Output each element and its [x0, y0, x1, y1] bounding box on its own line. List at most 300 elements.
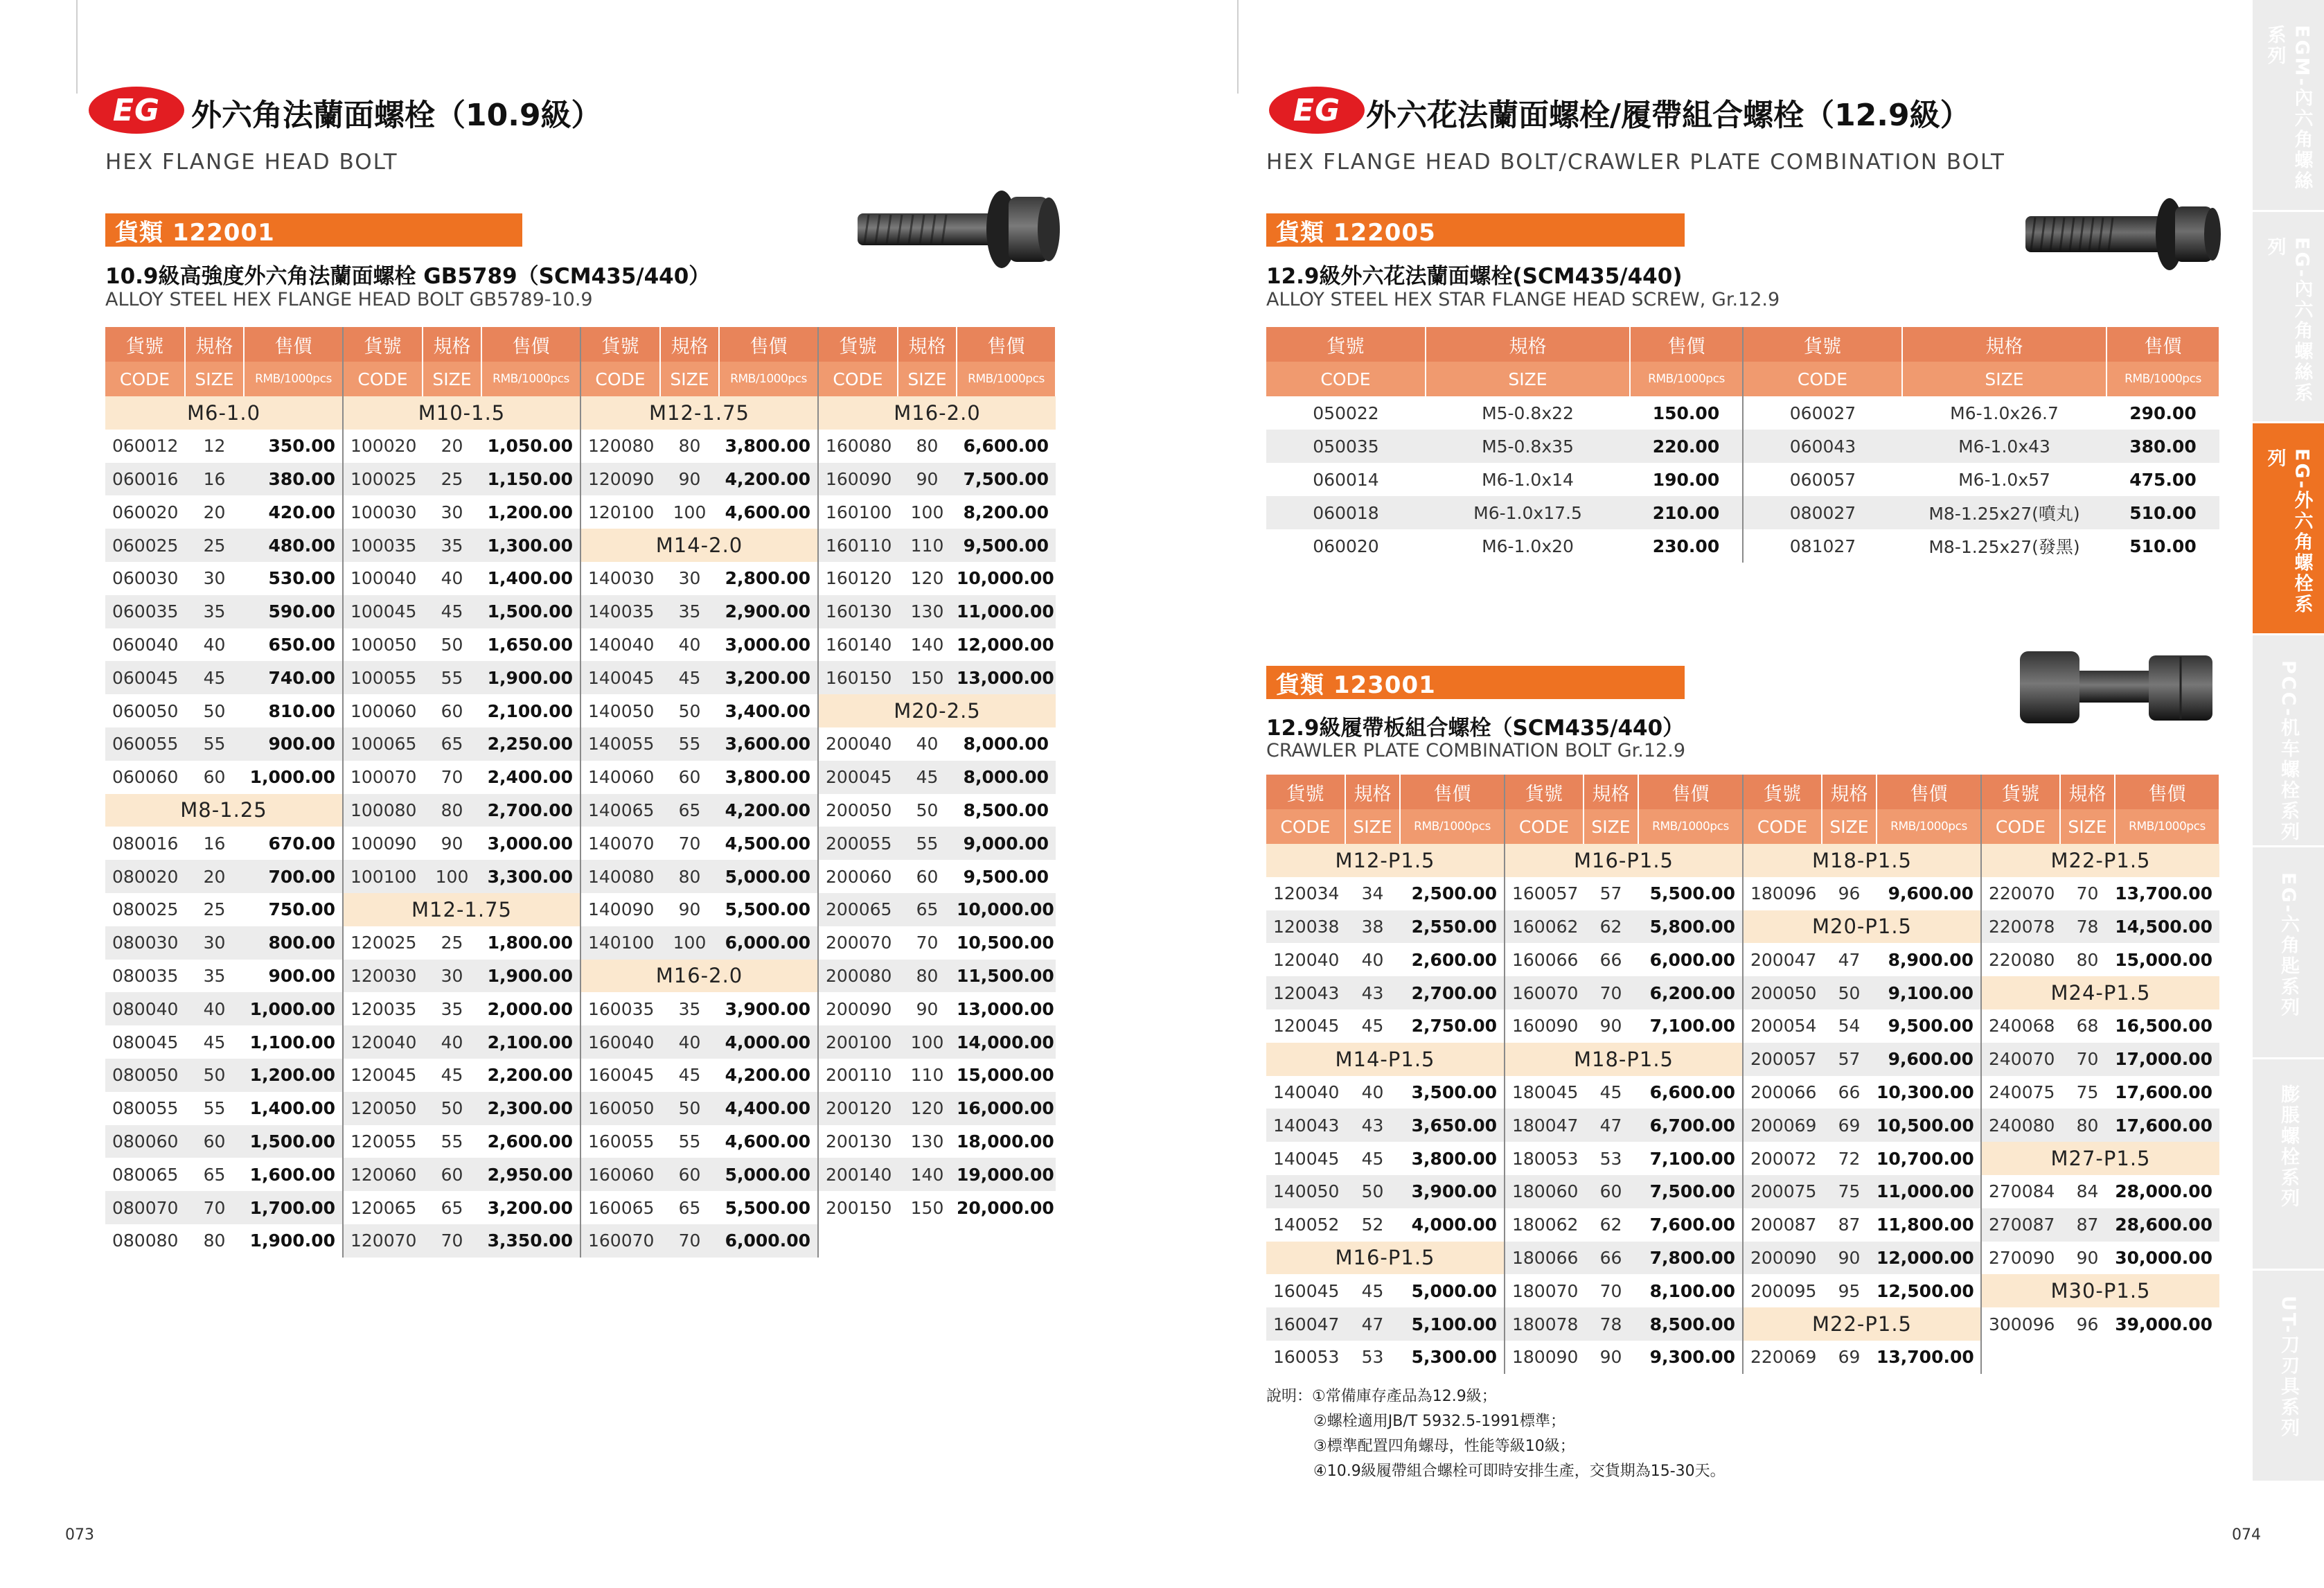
table-row [1266, 529, 2219, 563]
notes [1266, 1384, 1726, 1484]
category-bar-122005: 貨類 122005 [1266, 213, 1685, 247]
item-size: 90 [1584, 1341, 1638, 1374]
item-code: 060025 [105, 529, 185, 562]
series-sidebar [2253, 0, 2324, 1483]
item-code: 100035 [343, 529, 423, 562]
item-code: 120070 [343, 1224, 423, 1258]
item-code: 200140 [818, 1158, 898, 1191]
item-code: 200040 [818, 727, 898, 761]
item-size: 50 [660, 1092, 719, 1125]
item-price: 2,800.00 [719, 562, 818, 595]
item-code: 160066 [1505, 943, 1584, 976]
item-price: 230.00 [1630, 529, 1743, 563]
item-size: M6-1.0x26.7 [1902, 396, 2106, 430]
item-price: 590.00 [244, 595, 343, 628]
item-size: 69 [1822, 1109, 1877, 1142]
sidebar-tab-6[interactable] [2253, 1059, 2324, 1271]
header-code-cn: 貨號 [1981, 775, 2060, 809]
item-size: 80 [660, 430, 719, 463]
item-price: 3,800.00 [719, 761, 818, 794]
item-price: 1,000.00 [244, 992, 343, 1025]
item-code: 200150 [818, 1191, 898, 1224]
item-price: 9,600.00 [1877, 877, 1981, 910]
item-size: 110 [898, 1059, 957, 1092]
header-row-en [1266, 809, 2219, 844]
item-price: 9,500.00 [957, 529, 1056, 562]
item-price: 7,500.00 [1638, 1175, 1743, 1208]
header-code-en: CODE [1981, 809, 2060, 844]
item-code: 200130 [818, 1125, 898, 1158]
item-price: 510.00 [2106, 496, 2219, 529]
item-code: 140050 [1266, 1175, 1345, 1208]
item-code: 120045 [1266, 1009, 1345, 1043]
size-group-header: M12-P1.5 [1266, 844, 1505, 877]
header-price-cn: 售價 [1400, 775, 1505, 809]
item-price: 2,100.00 [481, 1025, 580, 1059]
item-code: 080045 [105, 1025, 185, 1059]
item-code: 100030 [343, 495, 423, 529]
item-size: 40 [660, 628, 719, 662]
header-price-cn: 售價 [481, 327, 580, 362]
item-size: M6-1.0x14 [1426, 463, 1630, 496]
item-code: 060045 [105, 661, 185, 694]
item-price: 11,000.00 [1877, 1175, 1981, 1208]
header-code-cn: 貨號 [818, 327, 898, 362]
item-price: 2,300.00 [481, 1092, 580, 1125]
item-code: 160035 [580, 992, 660, 1025]
item-size: 54 [1822, 1009, 1877, 1043]
header-unit: RMB/1000pcs [1877, 809, 1981, 844]
table-row [105, 893, 1056, 926]
item-code: 100100 [343, 860, 423, 893]
header-size-cn: 規格 [898, 327, 957, 362]
table-row [1266, 1307, 2219, 1341]
header-code-en: CODE [1266, 809, 1345, 844]
table-row [105, 794, 1056, 827]
item-code: 140040 [1266, 1076, 1345, 1109]
item-price: 510.00 [2106, 529, 2219, 563]
item-code: 200054 [1743, 1009, 1822, 1043]
header-size-en: SIZE [423, 362, 481, 396]
item-size: 110 [898, 529, 957, 562]
item-price: 1,400.00 [244, 1092, 343, 1125]
item-price: 750.00 [244, 893, 343, 926]
item-size: 65 [660, 794, 719, 827]
item-price: 10,700.00 [1877, 1142, 1981, 1175]
item-size: 60 [185, 761, 244, 794]
header-size-en: SIZE [1822, 809, 1877, 844]
item-code: 140045 [580, 661, 660, 694]
header-price-cn: 售價 [1877, 775, 1981, 809]
table-row [1266, 1208, 2219, 1242]
size-group-header: M20-P1.5 [1743, 910, 1981, 944]
item-code: 270084 [1981, 1175, 2060, 1208]
header-size-en: SIZE [660, 362, 719, 396]
item-price: 10,500.00 [957, 926, 1056, 960]
item-code: 120040 [1266, 943, 1345, 976]
header-size-cn: 規格 [1345, 775, 1400, 809]
header-price-cn: 售價 [244, 327, 343, 362]
sidebar-tab-label: EG-六角匙系列 [2278, 872, 2299, 1018]
item-code: 300096 [1981, 1307, 2060, 1341]
sidebar-tab-2[interactable] [2253, 212, 2324, 424]
table-row [105, 1191, 1056, 1224]
item-code: 120034 [1266, 877, 1345, 910]
item-code: 200045 [818, 761, 898, 794]
item-size: M6-1.0x17.5 [1426, 496, 1630, 529]
item-size: 66 [1584, 943, 1638, 976]
item-price: 3,800.00 [719, 430, 818, 463]
item-price: 8,900.00 [1877, 943, 1981, 976]
item-code: 160045 [580, 1059, 660, 1092]
item-price: 3,200.00 [481, 1191, 580, 1224]
item-price: 1,050.00 [481, 430, 580, 463]
item-size: 140 [898, 628, 957, 662]
table-123001 [1266, 775, 2220, 1374]
item-code: 120035 [343, 992, 423, 1025]
item-code: 140065 [580, 794, 660, 827]
item-price: 2,000.00 [481, 992, 580, 1025]
item-size: 50 [660, 694, 719, 727]
item-size: 96 [1822, 877, 1877, 910]
item-size: 47 [1822, 943, 1877, 976]
item-price: 5,500.00 [719, 1191, 818, 1224]
item-price: 1,300.00 [481, 529, 580, 562]
item-price: 3,500.00 [1400, 1076, 1505, 1109]
item-price: 6,600.00 [1638, 1076, 1743, 1109]
item-code: 120043 [1266, 976, 1345, 1009]
item-size: 150 [898, 1191, 957, 1224]
item-size: 45 [1584, 1076, 1638, 1109]
header-price-cn: 售價 [2106, 327, 2219, 362]
item-price: 3,650.00 [1400, 1109, 1505, 1142]
size-group-header: M20-2.5 [818, 694, 1056, 727]
item-code: 050022 [1266, 396, 1426, 430]
sidebar-tab-label: EG-內六角螺絲系列 [2264, 236, 2313, 404]
item-size: 84 [2060, 1175, 2115, 1208]
item-price: 4,600.00 [719, 495, 818, 529]
page-number-left: 073 [65, 1526, 94, 1544]
item-code: 220078 [1981, 910, 2060, 944]
header-unit: RMB/1000pcs [1400, 809, 1505, 844]
product-desc-cn-123001: 12.9級履帶板組合螺栓（SCM435/440） [1266, 716, 1685, 741]
item-price: 15,000.00 [2115, 943, 2219, 976]
item-size: 43 [1345, 1109, 1400, 1142]
table-row [105, 926, 1056, 960]
header-unit: RMB/1000pcs [2115, 809, 2219, 844]
item-code: 060040 [105, 628, 185, 662]
table-row [105, 1125, 1056, 1158]
table-row [105, 495, 1056, 529]
item-code: 160090 [818, 463, 898, 496]
item-price: 9,000.00 [957, 827, 1056, 860]
item-code: 140050 [580, 694, 660, 727]
item-size: 100 [660, 495, 719, 529]
item-size: 62 [1584, 1208, 1638, 1242]
item-size: 30 [185, 926, 244, 960]
item-code: 060012 [105, 430, 185, 463]
item-price: 4,000.00 [719, 1025, 818, 1059]
item-code: 200070 [818, 926, 898, 960]
table-row [105, 562, 1056, 595]
item-size: 100 [423, 860, 481, 893]
item-size: 100 [660, 926, 719, 960]
item-code: 180070 [1505, 1274, 1584, 1307]
item-price: 3,000.00 [719, 628, 818, 662]
item-price: 12,000.00 [957, 628, 1056, 662]
item-price: 13,000.00 [957, 661, 1056, 694]
item-code: 080070 [105, 1191, 185, 1224]
item-price: 530.00 [244, 562, 343, 595]
item-price: 2,100.00 [481, 694, 580, 727]
item-size: 80 [898, 960, 957, 993]
item-price: 1,650.00 [481, 628, 580, 662]
item-size: 80 [185, 1224, 244, 1258]
header-size-en: SIZE [1426, 362, 1630, 396]
item-size: 87 [1822, 1208, 1877, 1242]
sidebar-tab-1[interactable] [2253, 0, 2324, 212]
item-size: 16 [185, 827, 244, 860]
item-price: 1,900.00 [244, 1224, 343, 1258]
item-size: 70 [423, 1224, 481, 1258]
item-code: 120050 [343, 1092, 423, 1125]
item-size: 12 [185, 430, 244, 463]
item-price: 10,000.00 [957, 562, 1056, 595]
item-code: 120045 [343, 1059, 423, 1092]
header-code-en: CODE [818, 362, 898, 396]
item-code: 270090 [1981, 1242, 2060, 1275]
size-group-header: M22-P1.5 [1981, 844, 2219, 877]
item-code: 200072 [1743, 1142, 1822, 1175]
table-row [105, 661, 1056, 694]
item-size: 40 [898, 727, 957, 761]
item-size: 70 [660, 1224, 719, 1258]
item-price: 9,500.00 [1877, 1009, 1981, 1043]
item-size: 55 [185, 727, 244, 761]
item-code: 100060 [343, 694, 423, 727]
item-price: 6,000.00 [719, 926, 818, 960]
header-size-en: SIZE [2060, 809, 2115, 844]
item-size: 57 [1584, 877, 1638, 910]
item-price: 7,600.00 [1638, 1208, 1743, 1242]
sidebar-tab-3[interactable] [2253, 423, 2324, 635]
item-price: 475.00 [2106, 463, 2219, 496]
item-price: 11,000.00 [957, 595, 1056, 628]
item-code: 200090 [818, 992, 898, 1025]
right-page-subtitle: HEX FLANGE HEAD BOLT/CRAWLER PLATE COMBINATION BOLT [1266, 150, 2005, 175]
item-price: 210.00 [1630, 496, 1743, 529]
item-code: 120100 [580, 495, 660, 529]
item-price: 1,200.00 [244, 1059, 343, 1092]
item-price: 8,100.00 [1638, 1274, 1743, 1307]
item-code: 120060 [343, 1158, 423, 1191]
header-size-cn: 規格 [660, 327, 719, 362]
size-group-header: M14-2.0 [580, 529, 818, 562]
sidebar-tab-label: EGM-內六角螺絲系列 [2264, 25, 2313, 192]
table-row [1266, 943, 2219, 976]
header-price-cn: 售價 [2115, 775, 2219, 809]
item-code: 060027 [1743, 396, 1902, 430]
item-size: 75 [1822, 1175, 1877, 1208]
item-price: 2,200.00 [481, 1059, 580, 1092]
item-price: 30,000.00 [2115, 1242, 2219, 1275]
item-size: 25 [185, 529, 244, 562]
table-row [1266, 1043, 2219, 1076]
item-code: 100020 [343, 430, 423, 463]
item-size: 40 [423, 562, 481, 595]
item-size: 47 [1584, 1109, 1638, 1142]
item-code: 200090 [1743, 1242, 1822, 1275]
item-size: 40 [185, 992, 244, 1025]
item-price: 2,550.00 [1400, 910, 1505, 944]
header-row-cn [105, 327, 1056, 362]
table-row [105, 529, 1056, 562]
header-size-cn: 規格 [1426, 327, 1630, 362]
table-row [105, 628, 1056, 662]
item-size: 55 [898, 827, 957, 860]
item-price: 8,500.00 [957, 794, 1056, 827]
item-code: 120025 [343, 926, 423, 960]
item-code: 080030 [105, 926, 185, 960]
item-price: 20,000.00 [957, 1191, 1056, 1224]
item-price: 800.00 [244, 926, 343, 960]
item-size: 43 [1345, 976, 1400, 1009]
size-group-header: M16-P1.5 [1266, 1242, 1505, 1275]
item-code: 200050 [1743, 976, 1822, 1009]
item-size: 35 [185, 595, 244, 628]
item-price: 13,700.00 [2115, 877, 2219, 910]
item-code: 240068 [1981, 1009, 2060, 1043]
size-group-header: M18-P1.5 [1743, 844, 1981, 877]
item-code: 120040 [343, 1025, 423, 1059]
item-price: 6,000.00 [1638, 943, 1743, 976]
table-row [1266, 496, 2219, 529]
item-size: 25 [423, 463, 481, 496]
item-code: 140045 [1266, 1142, 1345, 1175]
item-price: 810.00 [244, 694, 343, 727]
item-size: 65 [185, 1158, 244, 1191]
item-size: 62 [1584, 910, 1638, 944]
item-code: 140035 [580, 595, 660, 628]
header-unit: RMB/1000pcs [2106, 362, 2219, 396]
header-size-en: SIZE [898, 362, 957, 396]
item-price: 15,000.00 [957, 1059, 1056, 1092]
item-size: 100 [898, 495, 957, 529]
item-code: 160057 [1505, 877, 1584, 910]
table-row [105, 761, 1056, 794]
item-code: 100025 [343, 463, 423, 496]
item-code: 080080 [105, 1224, 185, 1258]
item-code: 200095 [1743, 1274, 1822, 1307]
item-size: 20 [185, 495, 244, 529]
item-size: 87 [2060, 1208, 2115, 1242]
item-size: 80 [2060, 943, 2115, 976]
product-desc-cn-122005: 12.9級外六花法蘭面螺栓(SCM435/440) [1266, 264, 1683, 289]
item-size: 60 [660, 1158, 719, 1191]
item-size: 70 [423, 761, 481, 794]
item-code: 160070 [580, 1224, 660, 1258]
item-size: 120 [898, 562, 957, 595]
item-price: 670.00 [244, 827, 343, 860]
item-size: 55 [423, 661, 481, 694]
hex-star-flange-bolt-photo [2021, 195, 2224, 273]
header-size-cn: 規格 [1584, 775, 1638, 809]
item-code: 080016 [105, 827, 185, 860]
item-size: 50 [423, 1092, 481, 1125]
item-price: 7,800.00 [1638, 1242, 1743, 1275]
size-group-header: M12-1.75 [580, 396, 818, 430]
item-price: 5,500.00 [1638, 877, 1743, 910]
item-price: 190.00 [1630, 463, 1743, 496]
item-size: 45 [660, 1059, 719, 1092]
sidebar-tab-5[interactable] [2253, 847, 2324, 1059]
sidebar-tab-7[interactable] [2253, 1271, 2324, 1483]
item-price: 17,600.00 [2115, 1109, 2219, 1142]
item-code: 160100 [818, 495, 898, 529]
item-price: 12,500.00 [1877, 1274, 1981, 1307]
item-price: 3,200.00 [719, 661, 818, 694]
item-price: 6,700.00 [1638, 1109, 1743, 1142]
item-size: 50 [185, 1059, 244, 1092]
item-size: 120 [898, 1092, 957, 1125]
item-code: 080020 [105, 860, 185, 893]
header-size-en: SIZE [185, 362, 244, 396]
item-size: 55 [423, 1125, 481, 1158]
item-price: 8,500.00 [1638, 1307, 1743, 1341]
item-price: 6,600.00 [957, 430, 1056, 463]
header-size-cn: 規格 [1822, 775, 1877, 809]
item-code: 100050 [343, 628, 423, 662]
header-price-cn: 售價 [1638, 775, 1743, 809]
item-price: 11,500.00 [957, 960, 1056, 993]
header-price-cn: 售價 [957, 327, 1056, 362]
item-price: 150.00 [1630, 396, 1743, 430]
header-unit: RMB/1000pcs [719, 362, 818, 396]
item-size: 68 [2060, 1009, 2115, 1043]
item-size: 80 [2060, 1109, 2115, 1142]
size-group-header: M18-P1.5 [1505, 1043, 1743, 1076]
size-group-header: M24-P1.5 [1981, 976, 2219, 1009]
table-row [1266, 430, 2219, 463]
item-size: 90 [898, 463, 957, 496]
item-size: 35 [660, 595, 719, 628]
empty-cell [2060, 1341, 2115, 1374]
sidebar-tab-4[interactable] [2253, 635, 2324, 847]
item-code: 060057 [1743, 463, 1902, 496]
item-price: 10,000.00 [957, 893, 1056, 926]
item-code: 160150 [818, 661, 898, 694]
header-size-en: SIZE [1345, 809, 1400, 844]
item-price: 4,200.00 [719, 794, 818, 827]
item-code: 180090 [1505, 1341, 1584, 1374]
item-code: 220069 [1743, 1341, 1822, 1374]
item-price: 9,100.00 [1877, 976, 1981, 1009]
item-code: 200069 [1743, 1109, 1822, 1142]
item-price: 1,400.00 [481, 562, 580, 595]
item-code: 060035 [105, 595, 185, 628]
item-size: 70 [2060, 1043, 2115, 1076]
product-desc-cn-122001: 10.9級高強度外六角法蘭面螺栓 GB5789（SCM435/440） [105, 264, 711, 289]
item-size: M6-1.0x43 [1902, 430, 2106, 463]
header-row-en [1266, 362, 2219, 396]
table-row [105, 960, 1056, 993]
item-code: 060020 [1266, 529, 1426, 563]
item-code: 200060 [818, 860, 898, 893]
item-code: 060016 [105, 463, 185, 496]
note-4: ④10.9級履帶組合螺栓可即時安排生產，交貨期為15-30天。 [1313, 1463, 1726, 1480]
item-size: 30 [185, 562, 244, 595]
item-code: 180053 [1505, 1142, 1584, 1175]
